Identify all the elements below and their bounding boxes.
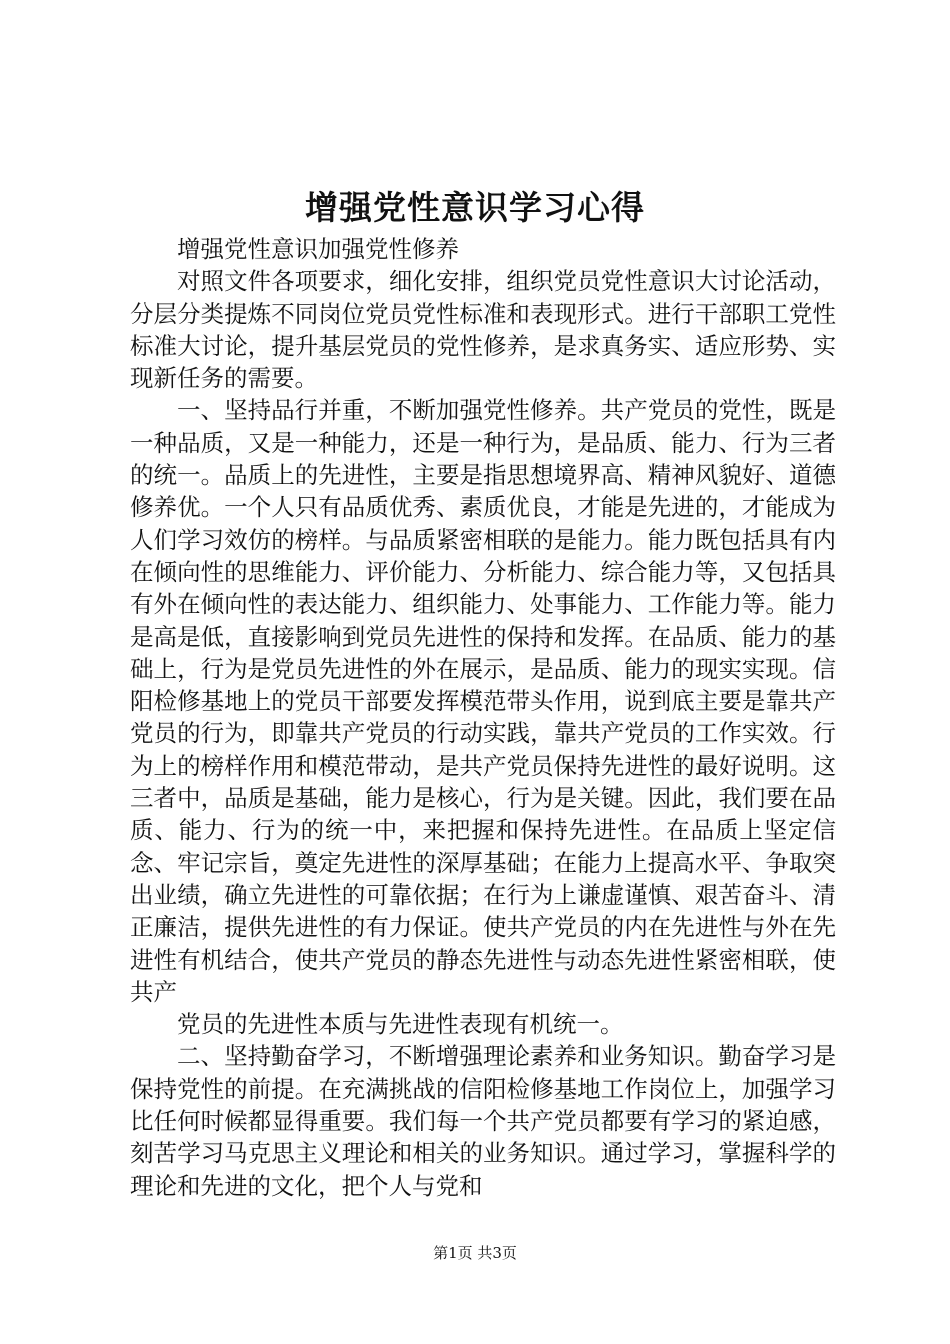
document-title: 增强党性意识学习心得 — [305, 188, 645, 227]
paragraph-section-two: 二、坚持勤奋学习，不断增强理论素养和业务知识。勤奋学习是保持党性的前提。在充满挑战的信阳检修基地工作岗位上，加强学习比任何时候都显得重要。我们每一个共产党员都要有学习的紧迫感，刻苦学习马克思主义理论和相关的业务知识。通过学习，掌握科学的理论和先进的文化，把个人与党和 — [130, 1042, 836, 1200]
paragraph-intro: 对照文件各项要求，细化安排，组织党员党性意识大讨论活动，分层分类提炼不同岗位党员党性标准和表现形式。进行干部职工党性标准大讨论，提升基层党员的党性修养，是求真务实、适应形势、实现新任务的需要。 — [130, 267, 836, 393]
document-body — [130, 233, 836, 1202]
page-footer: 第1页 共3页 — [433, 1244, 517, 1262]
paragraph-section-one: 一、坚持品行并重，不断加强党性修养。共产党员的党性，既是一种品质，又是一种能力，还是一种行为，是品质、能力、行为三者的统一。品质上的先进性，主要是指思想境界高、精神风貌好、道德修养优。一个人只有品质优秀、素质优良，才能是先进的，才能成为人们学习效仿的榜样。与品质紧密相联的是能力。能力既包括具有内在倾向性的思维能力、评价能力、分析能力、综合能力等，又包括具有外在倾向性的表达能力、组织能力、处事能力、工作能力等。能力是高是低，直接影响到党员先进性的保持和发挥。在品质、能力的基础上，行为是党员先进性的外在展示，是品质、能力的现实实现。信阳检修基地上的党员干部要发挥模范带头作用，说到底主要是靠共产党员的行为，即靠共产党员的行动实践，靠共产党员的工作实效。行为上的榜样作用和模范带动，是共产党员保持先进性的最好说明。这三者中，品质是基础，能力是核心，行为是关键。因此，我们要在品质、能力、行为的统一中，来把握和保持先进性。在品质上坚定信念、牢记宗旨，奠定先进性的深厚基础；在能力上提高水平、争取突出业绩，确立先进性的可靠依据；在行为上谦虚谨慎、艰苦奋斗、清正廉洁，提供先进性的有力保证。使共产党员的内在先进性与外在先进性有机结合，使共产党员的静态先进性与动态先进性紧密相联，使共产 — [130, 396, 836, 1006]
paragraph-subtitle: 增强党性意识加强党性修养 — [177, 235, 459, 263]
paragraph-section-one-end: 党员的先进性本质与先进性表现有机统一。 — [177, 1010, 624, 1039]
